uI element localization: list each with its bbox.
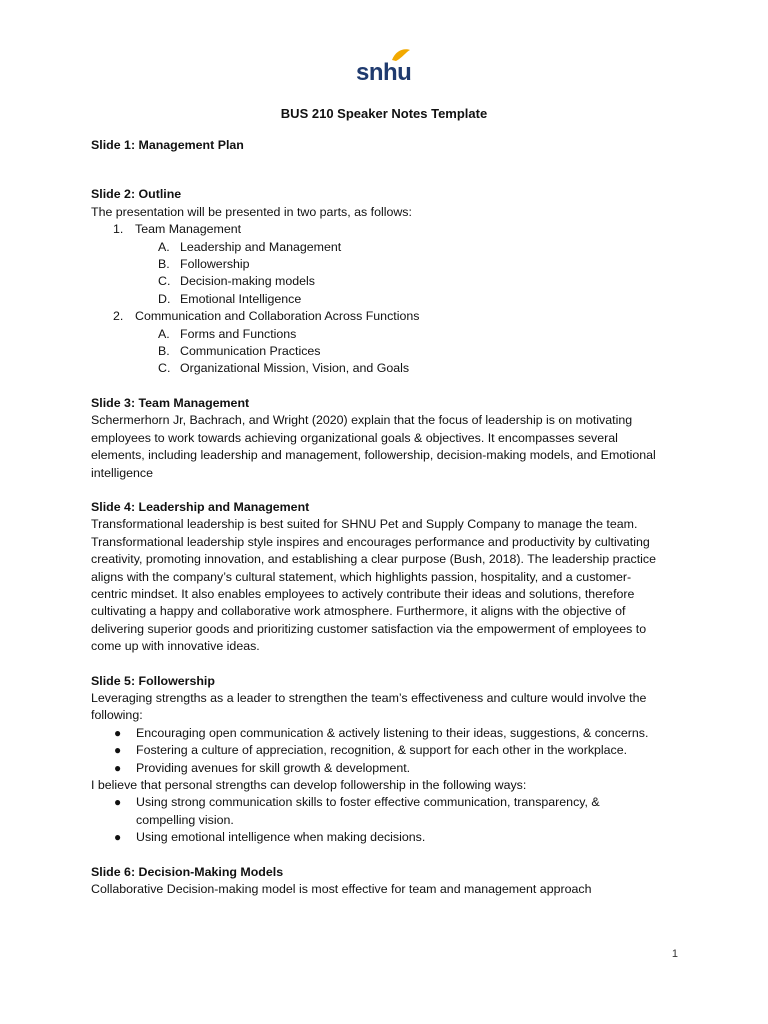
bullet-icon: ● <box>114 830 122 845</box>
slide1-heading: Slide 1: Management Plan <box>91 138 244 152</box>
outline-subitem: B. Communication Practices <box>158 344 321 359</box>
slide4-line: centric mindset. It also enables employees to actively contribute their ideas and solutions, therefore <box>91 586 635 601</box>
outline-part <box>113 308 691 378</box>
slide5-intro-line: Leveraging strengths as a leader to strengthen the team’s effectiveness and culture would involve the <box>91 690 647 705</box>
logo-text: snhu <box>356 59 412 86</box>
slide3-line: intelligence <box>91 465 153 480</box>
bullet-icon: ● <box>114 760 122 775</box>
strengths-list <box>91 725 691 777</box>
list-item: ● Using strong communication skills to foster effective communication, transparency, & compelling vision. <box>114 795 600 827</box>
outline-subitem: A. Leadership and Management <box>158 239 342 254</box>
slide6-heading: Slide 6: Decision-Making Models <box>91 864 284 879</box>
slide4-line: Transformational leadership style inspires and encourages performance and productivity by cultivating <box>91 534 650 549</box>
slide3-heading: Slide 3: Team Management <box>91 395 250 410</box>
document-title: BUS 210 Speaker Notes Template <box>280 106 488 121</box>
document-body <box>91 137 691 898</box>
slide3-line: elements, including leadership and management, followership, decision-making models, and Emotional <box>91 448 656 463</box>
outline-list <box>91 221 691 378</box>
list-item: ● Providing avenues for skill growth & development. <box>136 760 691 777</box>
slide3-line: Schermerhorn Jr, Bachrach, and Wright (2020) explain that the focus of leadership is on motivating <box>91 413 633 428</box>
outline-subitem: D. Emotional Intelligence <box>158 291 302 306</box>
outline-subitem: C. Decision-making models <box>158 274 315 289</box>
slide4-heading: Slide 4: Leadership and Management <box>91 499 310 514</box>
slide4-line: Transformational leadership is best suited for SHNU Pet and Supply Company to manage the team. <box>91 517 638 532</box>
slide6-text: Collaborative Decision-making model is most effective for team and management approach <box>91 882 592 897</box>
slide4-line: cultivating a happy and collaborative work atmosphere. Furthermore, it aligns with the objective of <box>91 604 626 619</box>
outline-subitem: C. Organizational Mission, Vision, and Goals <box>158 361 410 376</box>
bullet-icon: ● <box>114 743 122 758</box>
bullet-icon: ● <box>114 725 122 740</box>
slide4-line: delivering superior goods and prioritizing customer satisfaction via the empowerment of employees to <box>91 621 647 636</box>
outline-part-number: 1. <box>113 222 124 237</box>
outline-subitem: B. Followership <box>158 257 250 272</box>
list-item: ● Using emotional intelligence when making decisions. <box>136 829 691 846</box>
outline-sublist <box>135 239 691 309</box>
slide5-intro-line: following: <box>91 708 143 723</box>
slide5-mid: I believe that personal strengths can develop followership in the following ways: <box>91 778 527 792</box>
slide4-line: aligns with the company’s cultural statement, which highlights passion, hospitality, and a customer- <box>91 569 632 584</box>
outline-subitem: A. Forms and Functions <box>158 326 297 341</box>
outline-part-number: 2. <box>113 309 124 324</box>
list-item: ● Fostering a culture of appreciation, recognition, & support for each other in the workplace. <box>136 742 691 759</box>
slide4-line: come up with innovative ideas. <box>91 639 260 654</box>
slide3-line: employees to work towards achieving organizational goals & objectives. It encompasses several <box>91 430 618 445</box>
outline-part <box>113 221 691 308</box>
outline-part-label: Communication and Collaboration Across Functions <box>135 309 420 324</box>
snhu-logo <box>352 46 416 90</box>
outline-sublist <box>135 326 691 378</box>
outline-part-label: Team Management <box>135 222 242 237</box>
followership-list <box>91 794 691 846</box>
slide5-heading: Slide 5: Followership <box>91 673 215 688</box>
list-item: ● Encouraging open communication & actively listening to their ideas, suggestions, & concerns. <box>136 725 691 742</box>
page-number: 1 <box>671 948 678 960</box>
slide2-heading: Slide 2: Outline <box>91 187 182 202</box>
slide2-intro: The presentation will be presented in two parts, as follows: <box>91 204 412 219</box>
bullet-icon: ● <box>114 795 122 810</box>
slide4-line: creativity, promoting innovation, and establishing a clear purpose (Bush, 2018). The leadership practice <box>91 552 657 567</box>
